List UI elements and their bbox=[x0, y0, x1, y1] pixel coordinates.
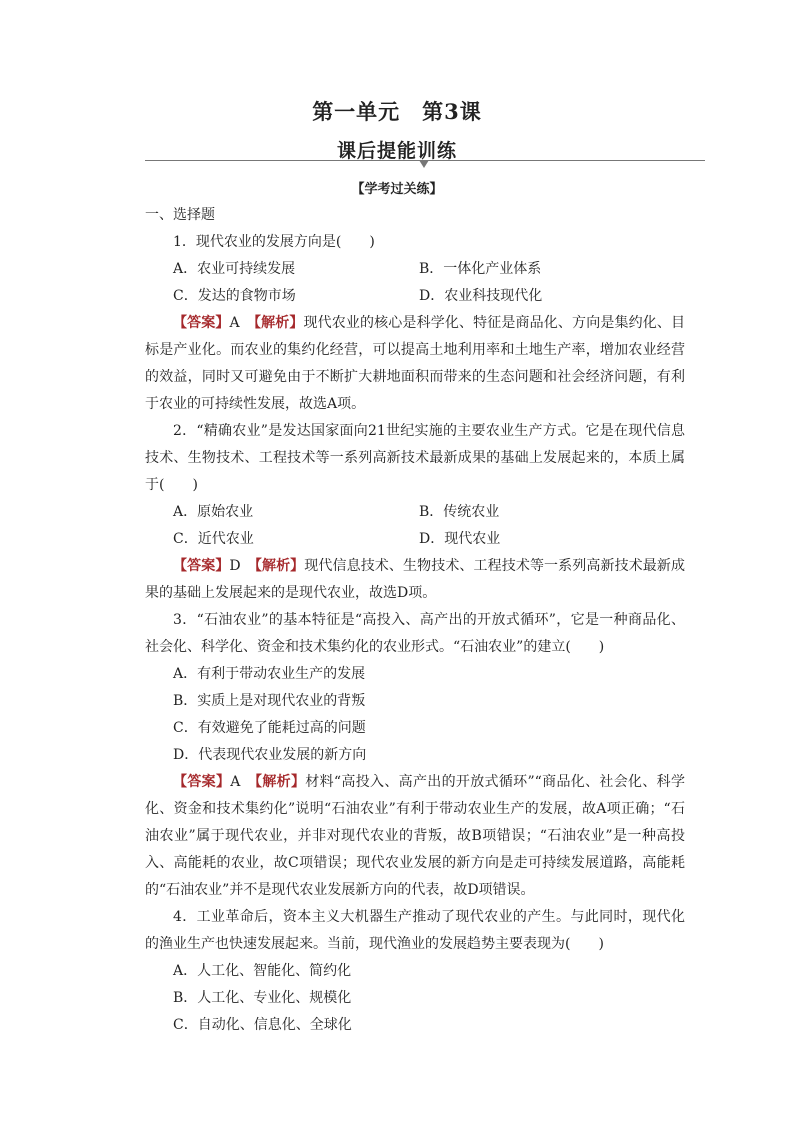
question-4-option-a: A．人工化、智能化、简约化 bbox=[173, 963, 352, 979]
answer-label: 【答案】 bbox=[173, 558, 230, 574]
question-2-answer bbox=[145, 553, 685, 607]
question-2-option-a: A．原始农业 bbox=[173, 504, 254, 520]
question-3-option-c: C．有效避免了能耗过高的问题 bbox=[173, 720, 366, 736]
question-2-options-row-2 bbox=[145, 526, 685, 553]
question-3-option-a: A．有利于带动农业生产的发展 bbox=[173, 666, 366, 682]
answer-value: D bbox=[229, 558, 255, 574]
question-2-option-d: D．现代农业 bbox=[419, 531, 501, 547]
analysis-text: 材料“高投入、高产出的开放式循环”“商品化、社会化、科学化、资金和技术集约化”说明“石油农业”有利于带动农业生产的发展，故A项正确；“石油农业”属于现代农业，并非对现代农业的背叛，故B项错误；“石油农业”是一种高投入、高能耗的农业，故C项错误；现代农业发展的新方向是走可持续发展道路，高能耗的“石油农业”并不是现代农业发展新方向的代表，故D项错误。 bbox=[145, 774, 685, 898]
question-4-stem: 4．工业革命后，资本主义大机器生产推动了现代农业的产生。与此同时，现代化的渔业生产也快速发展起来。当前，现代渔业的发展趋势主要表现为( ) bbox=[145, 909, 685, 952]
answer-value: A bbox=[229, 315, 254, 331]
analysis-label: 【解析】 bbox=[255, 774, 306, 790]
analysis-label: 【解析】 bbox=[254, 558, 305, 574]
question-3-option-b: B．实质上是对现代农业的背叛 bbox=[173, 693, 366, 709]
question-3-option-d: D．代表现代农业发展的新方向 bbox=[173, 747, 367, 763]
page-subtitle: 课后提能训练 bbox=[336, 140, 457, 162]
question-1-option-d: D．农业科技现代化 bbox=[419, 288, 543, 304]
question-3-answer bbox=[145, 769, 685, 904]
analysis-label: 【解析】 bbox=[253, 315, 304, 331]
question-2-option-c: C．近代农业 bbox=[173, 531, 254, 547]
answer-label: 【答案】 bbox=[173, 774, 231, 790]
question-2-stem: 2．“精确农业”是发达国家面向21世纪实施的主要农业生产方式。它是在现代信息技术、生物技术、工程技术等一系列高新技术最新成果的基础上发展起来的，本质上属于( ) bbox=[145, 423, 685, 493]
analysis-text: 现代农业的核心是科学化、特征是商品化、方向是集约化、目标是产业化。而农业的集约化经营，可以提高土地利用率和土地生产率，增加农业经营的效益，同时又可避免由于不断扩大耕地面积而带来的生态问题和社会经济问题，有利于农业的可持续性发展，故选A项。 bbox=[145, 315, 686, 412]
analysis-text: 现代信息技术、生物技术、工程技术等一系列高新技术最新成果的基础上发展起来的是现代农业，故选D项。 bbox=[145, 558, 685, 601]
content-body bbox=[145, 202, 685, 1039]
section-heading: 【学考过关练】 bbox=[351, 182, 443, 197]
answer-value: A bbox=[230, 774, 256, 790]
question-1-option-b: B．一体化产业体系 bbox=[419, 261, 542, 277]
question-1-option-c: C．发达的食物市场 bbox=[173, 288, 296, 304]
question-1-option-a: A．农业可持续发展 bbox=[173, 261, 296, 277]
question-1-options-row-2 bbox=[145, 283, 685, 310]
question-2-options-row-1 bbox=[145, 499, 685, 526]
part-heading: 一、选择题 bbox=[145, 207, 215, 223]
question-4-option-c: C．自动化、信息化、全球化 bbox=[173, 1017, 352, 1033]
question-4-option-b: B．人工化、专业化、规模化 bbox=[173, 990, 352, 1006]
question-1-answer bbox=[145, 310, 685, 418]
question-2-option-b: B．传统农业 bbox=[419, 504, 500, 520]
question-1-stem: 1．现代农业的发展方向是( ) bbox=[173, 234, 375, 250]
question-3-stem: 3．“石油农业”的基本特征是“高投入、高产出的开放式循环”，它是一种商品化、社会化、科学化、资金和技术集约化的农业形式。“石油农业”的建立( ) bbox=[145, 612, 685, 655]
answer-label: 【答案】 bbox=[173, 315, 230, 331]
divider-triangle-icon bbox=[419, 160, 429, 168]
question-1-options-row-1 bbox=[145, 256, 685, 283]
page-title: 第一单元 第3课 bbox=[312, 99, 482, 124]
